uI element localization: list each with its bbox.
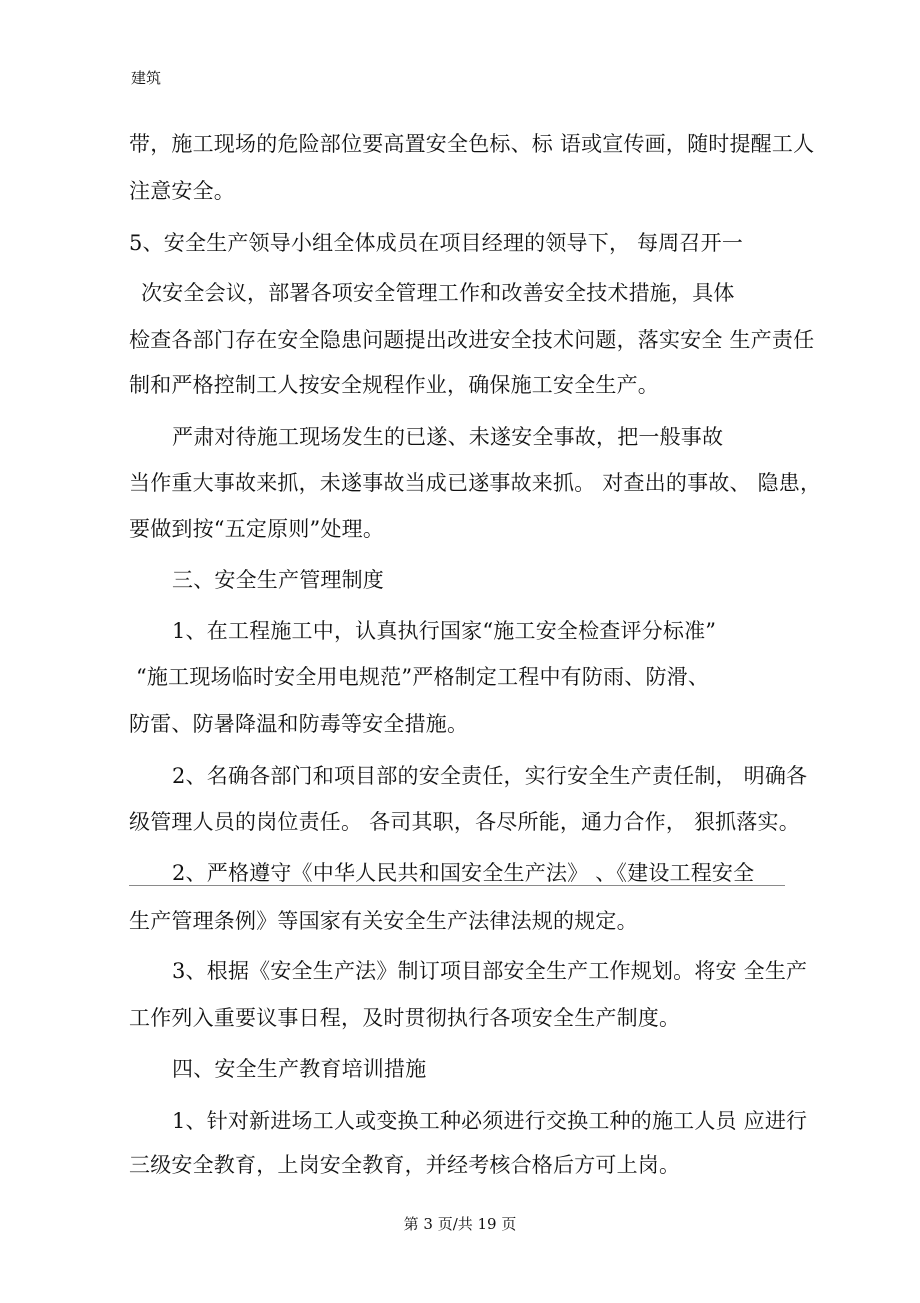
text-line: 三级安全教育，上岗安全教育，并经考核合格后方可上岗。 — [129, 1153, 681, 1177]
text-line: 级管理人员的岗位责任。 各司其职，各尽所能，通力合作， 狠抓落实。 — [129, 810, 800, 834]
text-line: 工作列入重要议事日程，及时贯彻执行各项安全生产制度。 — [129, 1006, 681, 1030]
section-heading: 四、安全生产教育培训措施 — [172, 1057, 427, 1081]
text-line: 制和严格控制工人按安全规程作业，确保施工安全生产。 — [129, 373, 659, 397]
text-line: 当作重大事故来抓，未遂事故当成已遂事故来抓。 对查出的事故、 隐患， — [129, 471, 822, 495]
page-header: 建筑 — [131, 69, 162, 87]
text-line: 要做到按“五定原则”处理。 — [129, 517, 385, 541]
text-line: 5、安全生产领导小组全体成员在项目经理的领导下， 每周召开一 — [129, 231, 744, 255]
divider-line — [129, 885, 785, 886]
text-line: 1、在工程施工中，认真执行国家“施工安全检查评分标准” — [172, 619, 717, 643]
text-line: 带，施工现场的危险部位要高置安全色标、标 语或宣传画，随时提醒工人 — [129, 132, 815, 156]
text-line: 1、针对新进场工人或变换工种必须进行交换工种的施工人员 应进行 — [172, 1109, 808, 1133]
text-line: 注意安全。 — [129, 179, 235, 203]
text-line: “施工现场临时安全用电规范”严格制定工程中有防雨、防滑、 — [136, 665, 710, 689]
text-line: 次安全会议，部署各项安全管理工作和改善安全技术措施，具体 — [141, 281, 735, 305]
text-line: 生产管理条例》等国家有关安全生产法律法规的规定。 — [129, 909, 638, 933]
text-line: 3、根据《安全生产法》制订项目部安全生产工作规划。将安 全生产 — [172, 959, 808, 983]
page-footer: 第 3 页/共 19 页 — [403, 1215, 517, 1233]
text-line: 防雷、防暑降温和防毒等安全措施。 — [129, 712, 469, 736]
text-line: 检查各部门存在安全隐患问题提出改进安全技术问题，落实安全 生产责任 — [129, 328, 815, 352]
text-line: 2、严格遵守《中华人民共和国安全生产法》 、《建设工程安全 — [172, 861, 755, 885]
section-heading: 三、安全生产管理制度 — [172, 568, 384, 592]
text-line: 严肃对待施工现场发生的已遂、未遂安全事故，把一般事故 — [172, 425, 724, 449]
text-line: 2、名确各部门和项目部的安全责任，实行安全生产责任制， 明确各 — [172, 764, 808, 788]
